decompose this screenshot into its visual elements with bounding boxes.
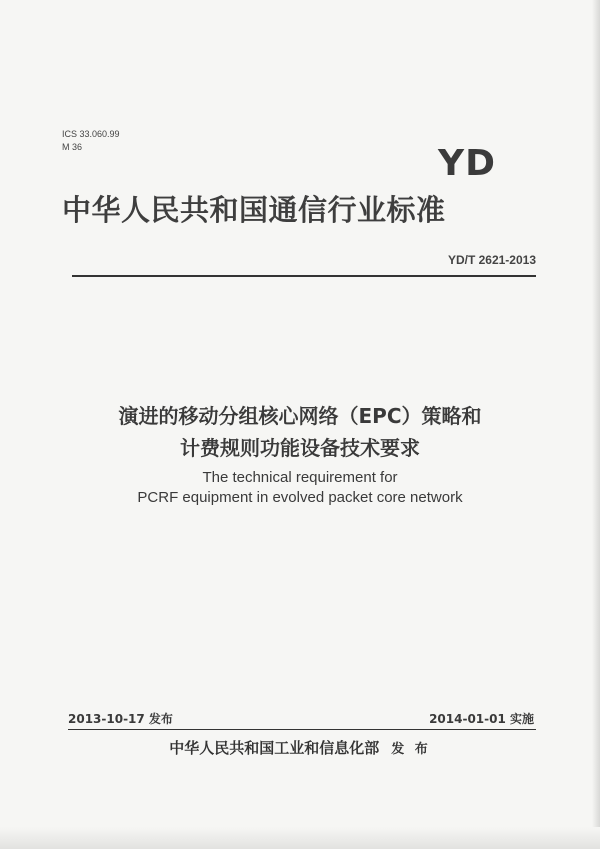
publisher-suffix: 发 布 bbox=[391, 742, 431, 757]
document-title-en bbox=[60, 468, 540, 508]
publisher-name: 中华人民共和国工业和信息化部 bbox=[169, 739, 380, 757]
standard-header-title: 中华人民共和国通信行业标准 bbox=[62, 193, 446, 227]
publisher-line bbox=[60, 737, 540, 758]
title-cn-line-2: 计费规则功能设备技术要求 bbox=[180, 436, 420, 460]
implementation-date: 2014-01-01 实施 bbox=[429, 712, 534, 726]
category-code: M 36 bbox=[62, 142, 83, 152]
footer-divider bbox=[68, 729, 536, 730]
title-en-line-2: PCRF equipment in evolved packet core network bbox=[137, 489, 463, 506]
scan-edge-bottom bbox=[0, 827, 600, 849]
ics-code: ICS 33.060.99 bbox=[62, 129, 120, 139]
issue-date: 2013-10-17 发布 bbox=[68, 712, 173, 726]
yd-logo: YD bbox=[438, 143, 496, 184]
scan-edge-right bbox=[592, 0, 600, 849]
title-en-line-1: The technical requirement for bbox=[202, 469, 398, 486]
header-divider bbox=[72, 275, 536, 277]
title-cn-line-1: 演进的移动分组核心网络（EPC）策略和 bbox=[118, 404, 482, 428]
classification-codes bbox=[62, 128, 120, 154]
standard-number: YD/T 2621-2013 bbox=[447, 253, 536, 267]
document-title-cn bbox=[60, 400, 540, 464]
